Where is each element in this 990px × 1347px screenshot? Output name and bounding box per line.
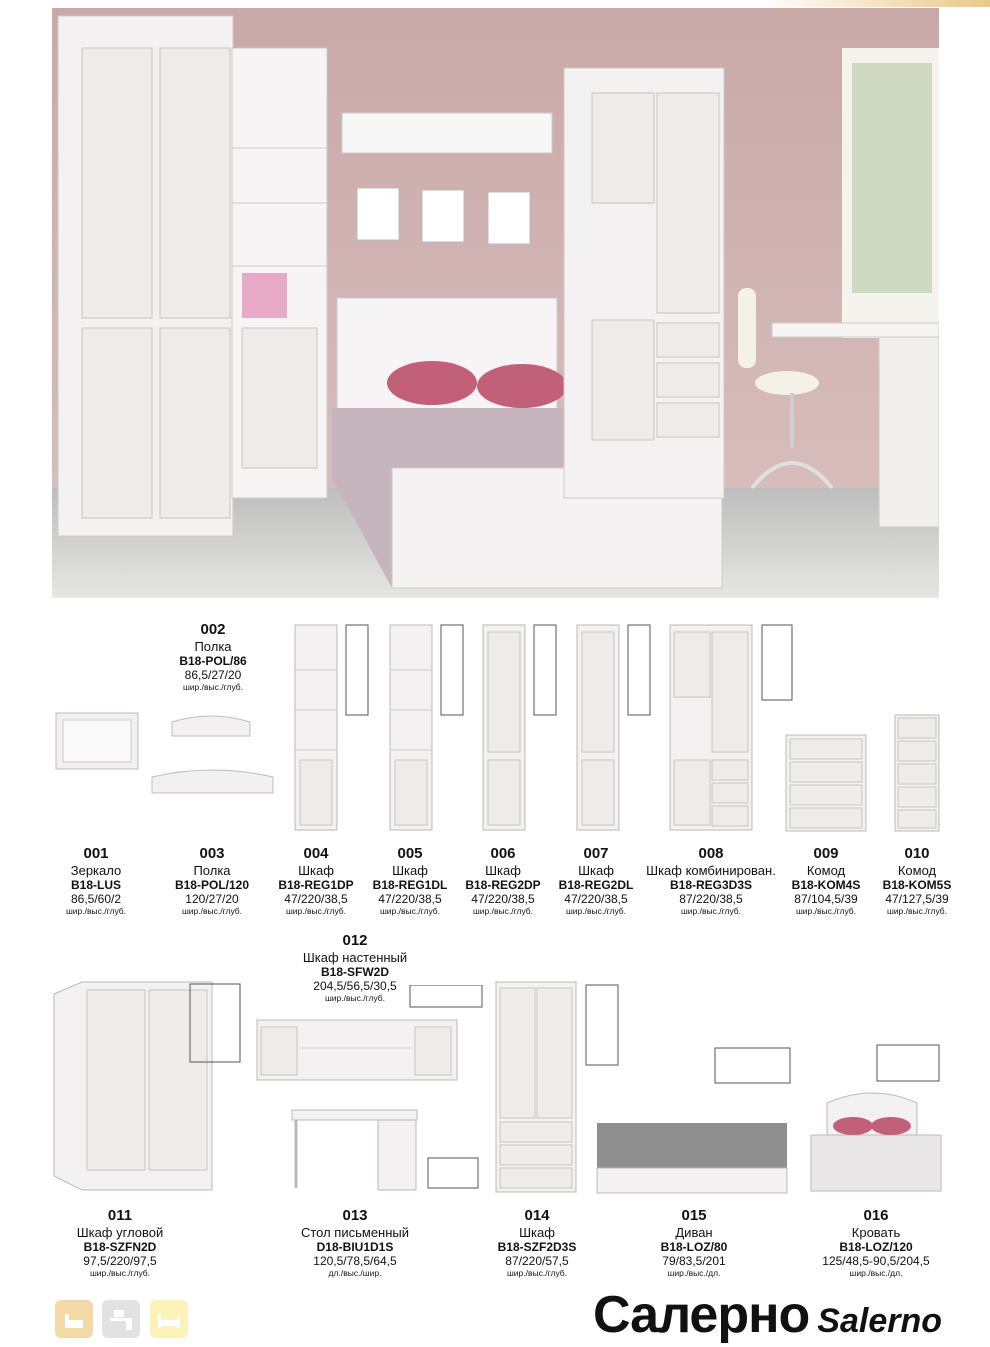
item-006-label (457, 845, 549, 916)
item-code: 009 (813, 845, 839, 862)
item-014-label (486, 1207, 588, 1278)
item-002-label (158, 621, 268, 692)
shelf-120-image (150, 765, 275, 795)
item-dimensions: 120,5/78,5/64,5 (313, 1254, 397, 1269)
item-code: 001 (83, 845, 109, 862)
mirror-image (55, 712, 139, 770)
item-dimensions: 87/220/57,5 (505, 1254, 569, 1269)
room-photo (52, 8, 939, 598)
item-article: B18-REG2DL (558, 878, 634, 893)
item-name: Шкаф (485, 862, 521, 878)
item-article: B18-POL/120 (174, 878, 250, 893)
item-name: Комод (806, 862, 846, 878)
item-007-label (550, 845, 642, 916)
item-name: Шкаф (578, 862, 614, 878)
item-003-label (166, 845, 258, 916)
shelf-86-image (170, 712, 252, 738)
item-name: Комод (897, 862, 937, 878)
item-005-label (364, 845, 456, 916)
item-dimensions-label: шир./выс./глуб. (472, 906, 534, 917)
item-code: 006 (490, 845, 516, 862)
cabinet-006-image (478, 620, 563, 835)
item-012-label (295, 932, 415, 1003)
item-016-label (810, 1207, 942, 1278)
item-code: 002 (200, 621, 226, 638)
item-name: Стол письменный (300, 1224, 410, 1240)
item-dimensions: 120/27/20 (185, 892, 239, 907)
desk-013-image (290, 1108, 490, 1193)
item-dimensions-label: шир./выс./глуб. (324, 993, 386, 1004)
item-dimensions-label: шир./выс./дл. (667, 1268, 721, 1279)
item-dimensions: 97,5/220/97,5 (83, 1254, 157, 1269)
item-dimensions-label: шир./выс./глуб. (182, 682, 244, 693)
item-010-label (873, 845, 961, 916)
cabinet-007-image (572, 620, 657, 835)
item-article: B18-SZFN2D (83, 1240, 157, 1255)
bed-icon (150, 1300, 188, 1338)
item-name: Шкаф (392, 862, 428, 878)
item-dimensions: 86,5/27/20 (184, 668, 242, 683)
item-article: B18-LOZ/80 (660, 1240, 728, 1255)
item-article: B18-LUS (70, 878, 121, 893)
item-dimensions: 47/127,5/39 (885, 892, 949, 907)
item-article: B18-REG3D3S (669, 878, 753, 893)
item-name: Кровать (851, 1224, 901, 1240)
dresser-009-image (784, 733, 869, 833)
item-015-label (645, 1207, 743, 1278)
item-dimensions-label: шир./выс./глуб. (181, 906, 243, 917)
cabinet-008-image (668, 620, 798, 835)
item-dimensions: 47/220/38,5 (471, 892, 535, 907)
item-name: Диван (675, 1224, 713, 1240)
item-dimensions: 204,5/56,5/30,5 (313, 979, 397, 994)
item-code: 010 (904, 845, 930, 862)
brand-name-en: Salerno (817, 1302, 942, 1340)
item-code: 016 (863, 1207, 889, 1224)
sofa-015-image (595, 1045, 800, 1195)
item-name: Шкаф настенный (302, 949, 408, 965)
item-dimensions: 87/104,5/39 (794, 892, 858, 907)
item-article: B18-SFW2D (320, 965, 389, 980)
item-dimensions-label: шир./выс./глуб. (89, 1268, 151, 1279)
item-dimensions: 47/220/38,5 (378, 892, 442, 907)
item-dimensions: 47/220/38,5 (284, 892, 348, 907)
item-dimensions-label: дл./выс./шир. (328, 1268, 382, 1279)
item-code: 007 (583, 845, 609, 862)
item-code: 011 (107, 1207, 133, 1224)
item-dimensions: 79/83,5/201 (662, 1254, 726, 1269)
item-code: 005 (397, 845, 423, 862)
item-name: Зеркало (70, 862, 122, 878)
bed-016-image (805, 1043, 945, 1193)
item-dimensions: 86,5/60/2 (70, 892, 122, 907)
item-dimensions-label: шир./выс./глуб. (795, 906, 857, 917)
item-dimensions-label: шир./выс./глуб. (680, 906, 742, 917)
item-article: B18-POL/86 (179, 654, 247, 669)
item-code: 003 (199, 845, 225, 862)
item-008-label (640, 845, 782, 916)
corner-wardrobe-011-image (52, 980, 247, 1200)
item-dimensions-label: шир./выс./дл. (849, 1268, 903, 1279)
item-004-label (270, 845, 362, 916)
item-dimensions: 125/48,5-90,5/204,5 (822, 1254, 930, 1269)
item-009-label (781, 845, 871, 916)
item-dimensions-label: шир./выс./глуб. (65, 906, 127, 917)
item-dimensions-label: шир./выс./глуб. (285, 906, 347, 917)
item-dimensions-label: шир./выс./глуб. (565, 906, 627, 917)
item-article: D18-BIU1D1S (316, 1240, 394, 1255)
item-code: 012 (342, 932, 368, 949)
item-dimensions: 87/220/38,5 (679, 892, 743, 907)
item-dimensions-label: шир./выс./глуб. (886, 906, 948, 917)
item-name: Полка (193, 862, 231, 878)
item-code: 008 (698, 845, 724, 862)
item-name: Шкаф комбинирован. (646, 862, 776, 878)
item-article: B18-REG1DP (278, 878, 354, 893)
bedroom-icon (55, 1300, 93, 1338)
cabinet-004-image (290, 620, 375, 835)
item-dimensions: 47/220/38,5 (564, 892, 628, 907)
item-name: Полка (194, 638, 232, 654)
item-article: B18-KOM5S (882, 878, 952, 893)
item-dimensions-label: шир./выс./глуб. (506, 1268, 568, 1279)
item-013-label (290, 1207, 420, 1278)
brand-name-ru: Салерно (592, 1286, 810, 1344)
item-name: Шкаф (298, 862, 334, 878)
item-article: B18-LOZ/120 (839, 1240, 913, 1255)
item-article: B18-REG2DP (465, 878, 541, 893)
item-name: Шкаф угловой (76, 1224, 164, 1240)
item-code: 013 (342, 1207, 368, 1224)
item-code: 015 (681, 1207, 707, 1224)
brand-title (593, 1285, 942, 1345)
item-article: B18-SZF2D3S (497, 1240, 577, 1255)
item-article: B18-REG1DL (372, 878, 448, 893)
office-desk-icon (102, 1300, 140, 1338)
item-001-label (50, 845, 142, 916)
item-name: Шкаф (519, 1224, 555, 1240)
item-article: B18-KOM4S (791, 878, 861, 893)
item-dimensions-label: шир./выс./глуб. (379, 906, 441, 917)
accent-bar (760, 0, 990, 7)
dresser-010-image (893, 713, 941, 833)
item-code: 014 (524, 1207, 550, 1224)
item-011-label (60, 1207, 180, 1278)
item-code: 004 (303, 845, 329, 862)
cabinet-005-image (385, 620, 470, 835)
